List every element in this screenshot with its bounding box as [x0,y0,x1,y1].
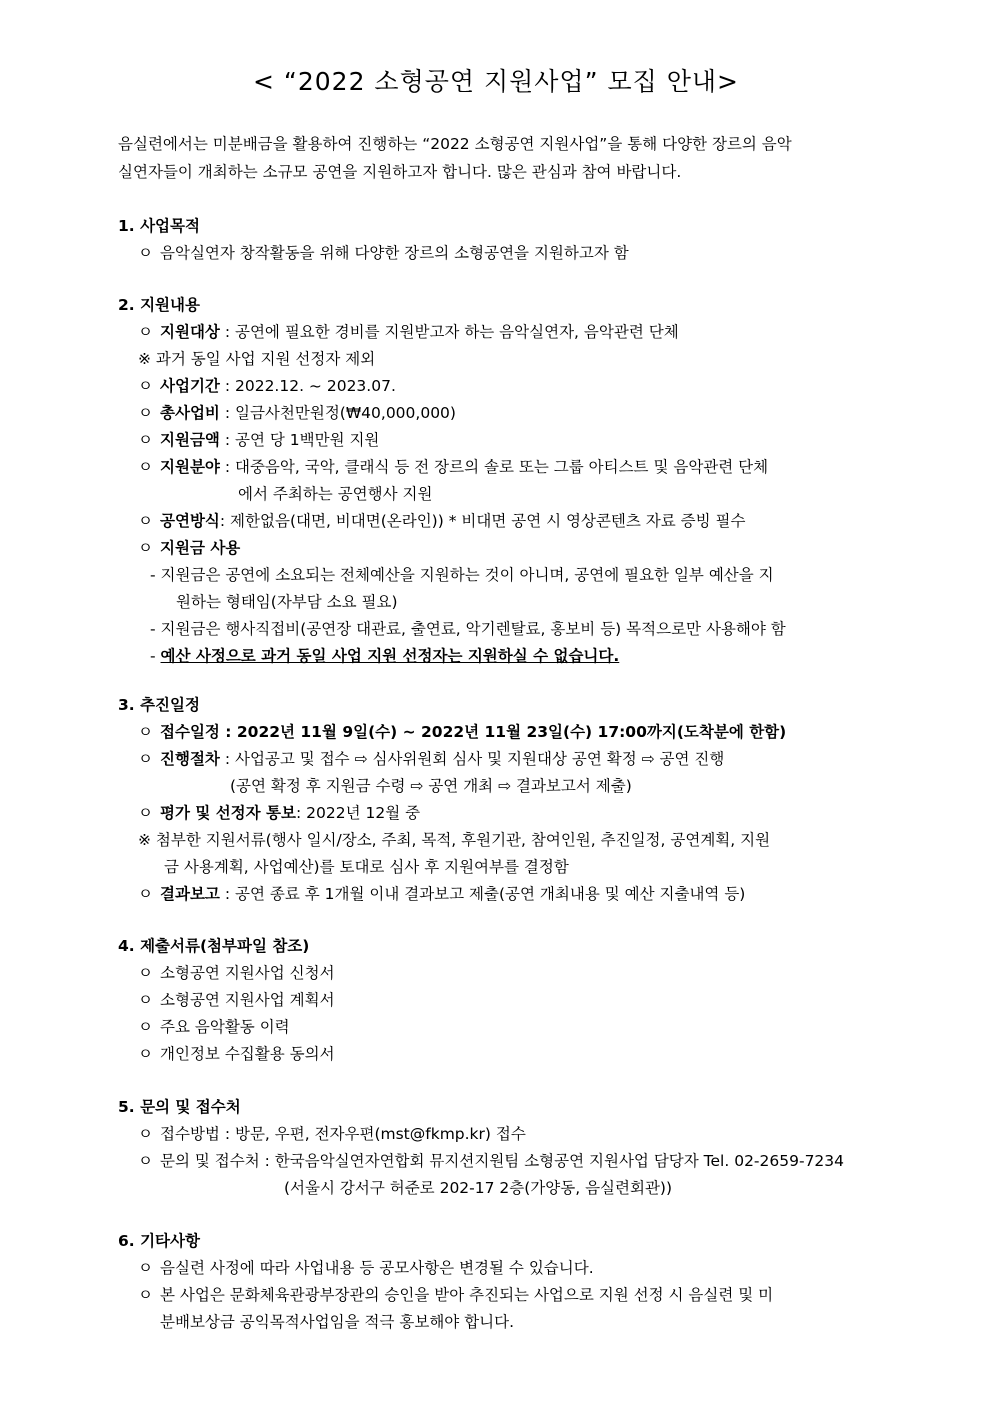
list-item: ㅇ 음악실연자 창작활동을 위해 다양한 장르의 소형공연을 지원하고자 함 [118,240,878,267]
document-title: < “2022 소형공연 지원사업” 모집 안내> [253,67,739,96]
list-item: ㅇ 본 사업은 문화체육관광부장관의 승인을 받아 추진되는 사업으로 지원 선정 시 음실련 및 미 [138,1286,774,1304]
list-item: ㅇ 평가 및 선정자 통보: 2022년 12월 중 [138,804,421,822]
list-item: ㅇ 공연방식: 제한없음(대면, 비대면(온라인)) * 비대면 공연 시 영상콘텐츠 자료 증빙 필수 [138,512,746,530]
section-support-content [118,292,878,670]
list-item: ㅇ 결과보고 : 공연 종료 후 1개월 이내 결과보고 제출(공연 개최내용 및 예산 지출내역 등) [138,885,746,903]
list-item: ㅇ 지원대상 : 공연에 필요한 경비를 지원받고자 하는 음악실연자, 음악관련 단체 [138,323,679,341]
section-heading: 5. 문의 및 접수처 [118,1098,241,1116]
section-heading: 3. 추진일정 [118,696,200,714]
list-item: ㅇ 접수일정 : 2022년 11월 9일(수) ~ 2022년 11월 23일(수) 17:00까지(도착분에 한함) [138,723,787,741]
list-item: ㅇ 지원분야 : 대중음악, 국악, 클래식 등 전 장르의 솔로 또는 그룹 아티스트 및 음악관련 단체 [138,458,769,476]
list-item: ㅇ 문의 및 접수처 : 한국음악실연자연합회 뮤지션지원팀 소형공연 지원사업 담당자 Tel. 02-2659-7234 [138,1152,845,1170]
list-item: ㅇ 소형공연 지원사업 계획서 [138,991,335,1009]
list-item: ㅇ 지원금액 : 공연 당 1백만원 지원 [138,431,380,449]
section-heading: 2. 지원내용 [118,296,200,314]
section-etc [118,1228,878,1336]
note-text: ※ 과거 동일 사업 지원 선정자 제외 [138,350,376,368]
note-text: ※ 첨부한 지원서류(행사 일시/장소, 주최, 목적, 후원기관, 참여인원, 추진일정, 공연계획, 지원 [138,831,771,849]
intro-line-1: 음실련에서는 미분배금을 활용하여 진행하는 “2022 소형공연 지원사업”을 통해 다양한 장르의 음악 [118,135,792,153]
list-item: ㅇ 사업기간 : 2022.12. ~ 2023.07. [138,377,396,395]
intro-line-2: 실연자들이 개최하는 소규모 공연을 지원하고자 합니다. 많은 관심과 참여 바랍니다. [118,163,682,181]
address-line: (서울시 강서구 허준로 202-17 2층(가양동, 음실련회관)) [284,1179,673,1197]
sub-item-continuation: 원하는 형태임(자부담 소요 필요) [176,593,398,611]
list-item: ㅇ 주요 음악활동 이력 [138,1018,290,1036]
list-item: ㅇ 소형공연 지원사업 신청서 [138,964,335,982]
section-documents [118,933,878,1068]
list-item-continuation: (공연 확정 후 지원금 수령 ⇨ 공연 개최 ⇨ 결과보고서 제출) [230,777,632,795]
section-purpose [118,213,878,267]
list-item: ㅇ 음실련 사정에 따라 사업내용 등 공모사항은 변경될 수 있습니다. [138,1259,594,1277]
section-contact [118,1094,878,1202]
sub-item: - 지원금은 공연에 소요되는 전체예산을 지원하는 것이 아니며, 공연에 필요한 일부 예산을 지 [150,566,774,584]
list-item: ㅇ 총사업비 : 일금사천만원정(₩40,000,000) [138,404,456,422]
list-item: ㅇ 개인정보 수집활용 동의서 [138,1045,335,1063]
list-item-continuation: 분배보상금 공익목적사업임을 적극 홍보해야 합니다. [160,1313,515,1331]
list-item-continuation: 에서 주최하는 공연행사 지원 [238,485,433,503]
list-item: ㅇ 진행절차 : 사업공고 및 접수 ⇨ 심사위원회 심사 및 지원대상 공연 확정 ⇨ 공연 진행 [138,750,725,768]
section-schedule [118,692,878,908]
list-item: ㅇ 지원금 사용 [138,539,241,557]
note-continuation: 금 사용계획, 사업예산)를 토대로 심사 후 지원여부를 결정함 [164,858,569,876]
section-heading: 4. 제출서류(첨부파일 참조) [118,937,310,955]
section-heading: 6. 기타사항 [118,1232,200,1250]
section-heading: 1. 사업목적 [118,217,200,235]
intro-paragraph [118,130,878,186]
sub-item-emphasis: - 예산 사정으로 과거 동일 사업 지원 선정자는 지원하실 수 없습니다. [150,647,620,665]
bullet-mark: ㅇ [138,244,153,262]
list-item: ㅇ 접수방법 : 방문, 우편, 전자우편(mst@fkmp.kr) 접수 [138,1125,526,1143]
sub-item: - 지원금은 행사직접비(공연장 대관료, 출연료, 악기렌탈료, 홍보비 등) 목적으로만 사용해야 함 [150,620,786,638]
